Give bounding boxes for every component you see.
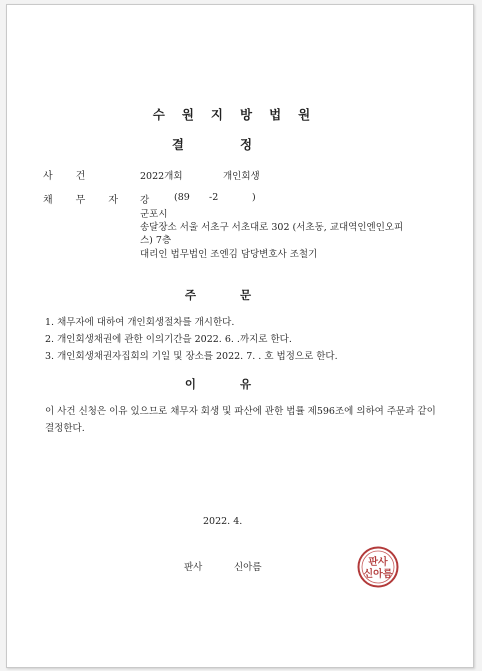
debtor-city: 군포시 — [140, 209, 168, 220]
case-label: 사건 — [43, 171, 109, 182]
debtor-surname: 강 — [140, 195, 150, 206]
case-name: 개인회생 — [223, 171, 260, 182]
debtor-id-open: (89 — [174, 192, 190, 203]
judge-seal-icon — [357, 546, 399, 588]
document-page — [6, 4, 474, 668]
document-type: 결정 — [171, 137, 309, 152]
debtor-id-rest: -2 — [209, 192, 219, 203]
service-address-line2: 스) 7층 — [140, 235, 172, 246]
decision-date: 2022. 4. — [203, 516, 243, 527]
order-item-1: 1. 채무자에 대하여 개인회생절차를 개시한다. — [45, 317, 235, 328]
representative: 대리인 법무법인 조엔김 담당변호사 조철기 — [140, 249, 318, 260]
service-address-line1: 송달장소 서울 서초구 서초대로 302 (서초동, 교대역인엔인오피 — [140, 222, 404, 233]
case-number: 2022개회 — [140, 171, 183, 182]
judge-title: 판사 — [184, 562, 203, 573]
court-name: 수원지방법원 — [152, 107, 328, 122]
reason-text: 이 사건 신청은 이유 있으므로 채무자 회생 및 파산에 관한 법률 제596조에 의하여 주문과 같이 결정한다. — [45, 406, 436, 434]
order-heading: 주문 — [184, 288, 296, 302]
seal-text-top: 판사 — [368, 557, 388, 568]
debtor-label: 채무자 — [43, 195, 141, 206]
judge-name: 신아름 — [234, 562, 262, 573]
order-item-2: 2. 개인회생채권에 관한 이의기간을 2022. 6. .까지로 한다. — [45, 334, 292, 345]
order-item-3: 3. 개인회생채권자집회의 기일 및 장소를 2022. 7. . 호 법정으로 한다. — [45, 351, 338, 362]
seal-text-bottom: 신아름 — [363, 569, 393, 580]
debtor-id-close: ) — [252, 192, 256, 203]
reason-heading: 이유 — [184, 377, 296, 391]
